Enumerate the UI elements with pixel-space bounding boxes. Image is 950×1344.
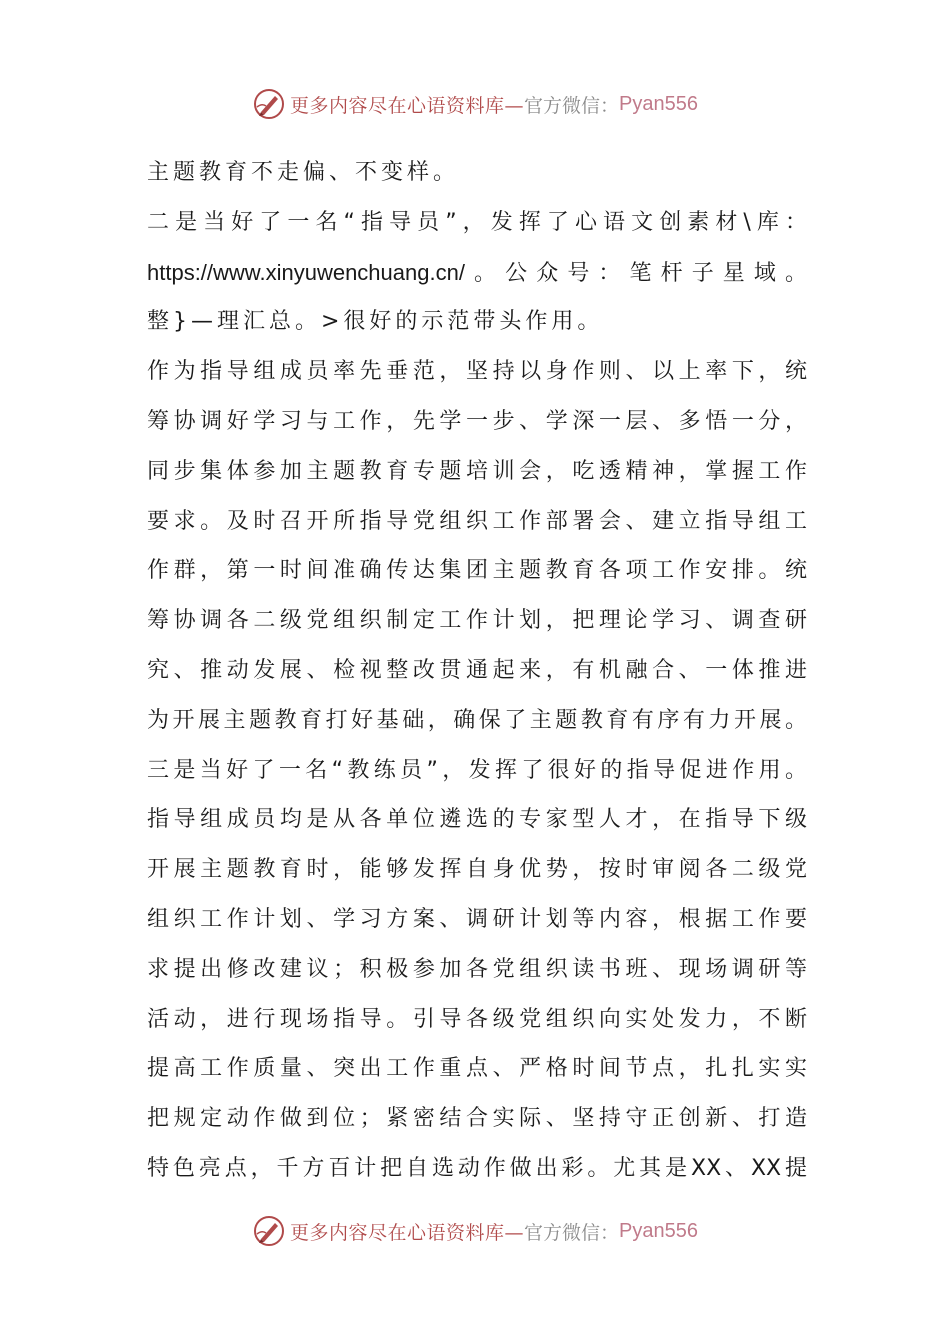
body-line: 特色亮点，千方百计把自选动作做出彩。尤其是XX、XX提 xyxy=(147,1155,807,1181)
body-line: 为开展主题教育打好基础，确保了主题教育有序有力开展。 xyxy=(147,707,807,733)
body-line: 开展主题教育时，能够发挥自身优势，按时审阅各二级党 xyxy=(147,857,807,883)
body-line: 把规定动作做到位；紧密结合实际、坚持守正创新、打造 xyxy=(147,1106,807,1132)
body-line: 作群，第一时间准确传达集团主题教育各项工作安排。统 xyxy=(147,558,807,584)
body-line: 主题教育不走偏、不变样。 xyxy=(147,160,460,185)
body-line: 筹协调好学习与工作，先学一步、学深一层、多悟一分， xyxy=(147,408,807,434)
body-line: 组织工作计划、学习方案、调研计划等内容，根据工作要 xyxy=(147,906,807,932)
body-line: 究、推动发展、检视整改贯通起来，有机融合、一体推进 xyxy=(147,657,807,683)
body-line: 活动，进行现场指导。引导各级党组织向实处发力，不断 xyxy=(147,1006,807,1032)
header-wechat-id: Pyan556 xyxy=(619,92,698,115)
body-line: 三是当好了一名“教练员”，发挥了很好的指导促进作用。 xyxy=(147,757,807,783)
body-line: https://www.xinyuwenchuang.cn/。公众号：笔杆子星域。 xyxy=(147,259,807,285)
header-banner-text: 更多内容尽在心语资料库— xyxy=(290,94,525,117)
document-body xyxy=(147,148,807,1194)
header-wechat-label: 官方微信： xyxy=(524,94,620,117)
body-line: 求提出修改建议；积极参加各党组织读书班、现场调研等 xyxy=(147,956,807,982)
body-line: 指导组成员均是从各单位遴选的专家型人才，在指导下级 xyxy=(147,807,807,833)
footer-wechat-label: 官方微信： xyxy=(524,1221,620,1244)
body-line: 整}—理汇总。>很好的示范带头作用。 xyxy=(147,309,604,335)
body-line: 筹协调各二级党组织制定工作计划，把理论学习、调查研 xyxy=(147,608,807,634)
body-line: 提高工作质量、突出工作重点、严格时间节点，扎扎实实 xyxy=(147,1056,807,1082)
pen-logo-icon xyxy=(252,1214,286,1248)
footer-wechat-id: Pyan556 xyxy=(619,1219,698,1242)
footer-banner xyxy=(0,1211,950,1251)
body-line: 要求。及时召开所指导党组织工作部署会、建立指导组工 xyxy=(147,508,807,534)
pen-logo-icon xyxy=(252,87,286,121)
body-line: 作为指导组成员率先垂范，坚持以身作则、以上率下，统 xyxy=(147,359,807,385)
body-line: 二是当好了一名“指导员”，发挥了心语文创素材\库： xyxy=(147,209,807,235)
header-banner xyxy=(0,84,950,124)
body-line: 同步集体参加主题教育专题培训会，吃透精神，掌握工作 xyxy=(147,458,807,484)
footer-banner-text: 更多内容尽在心语资料库— xyxy=(290,1221,525,1244)
